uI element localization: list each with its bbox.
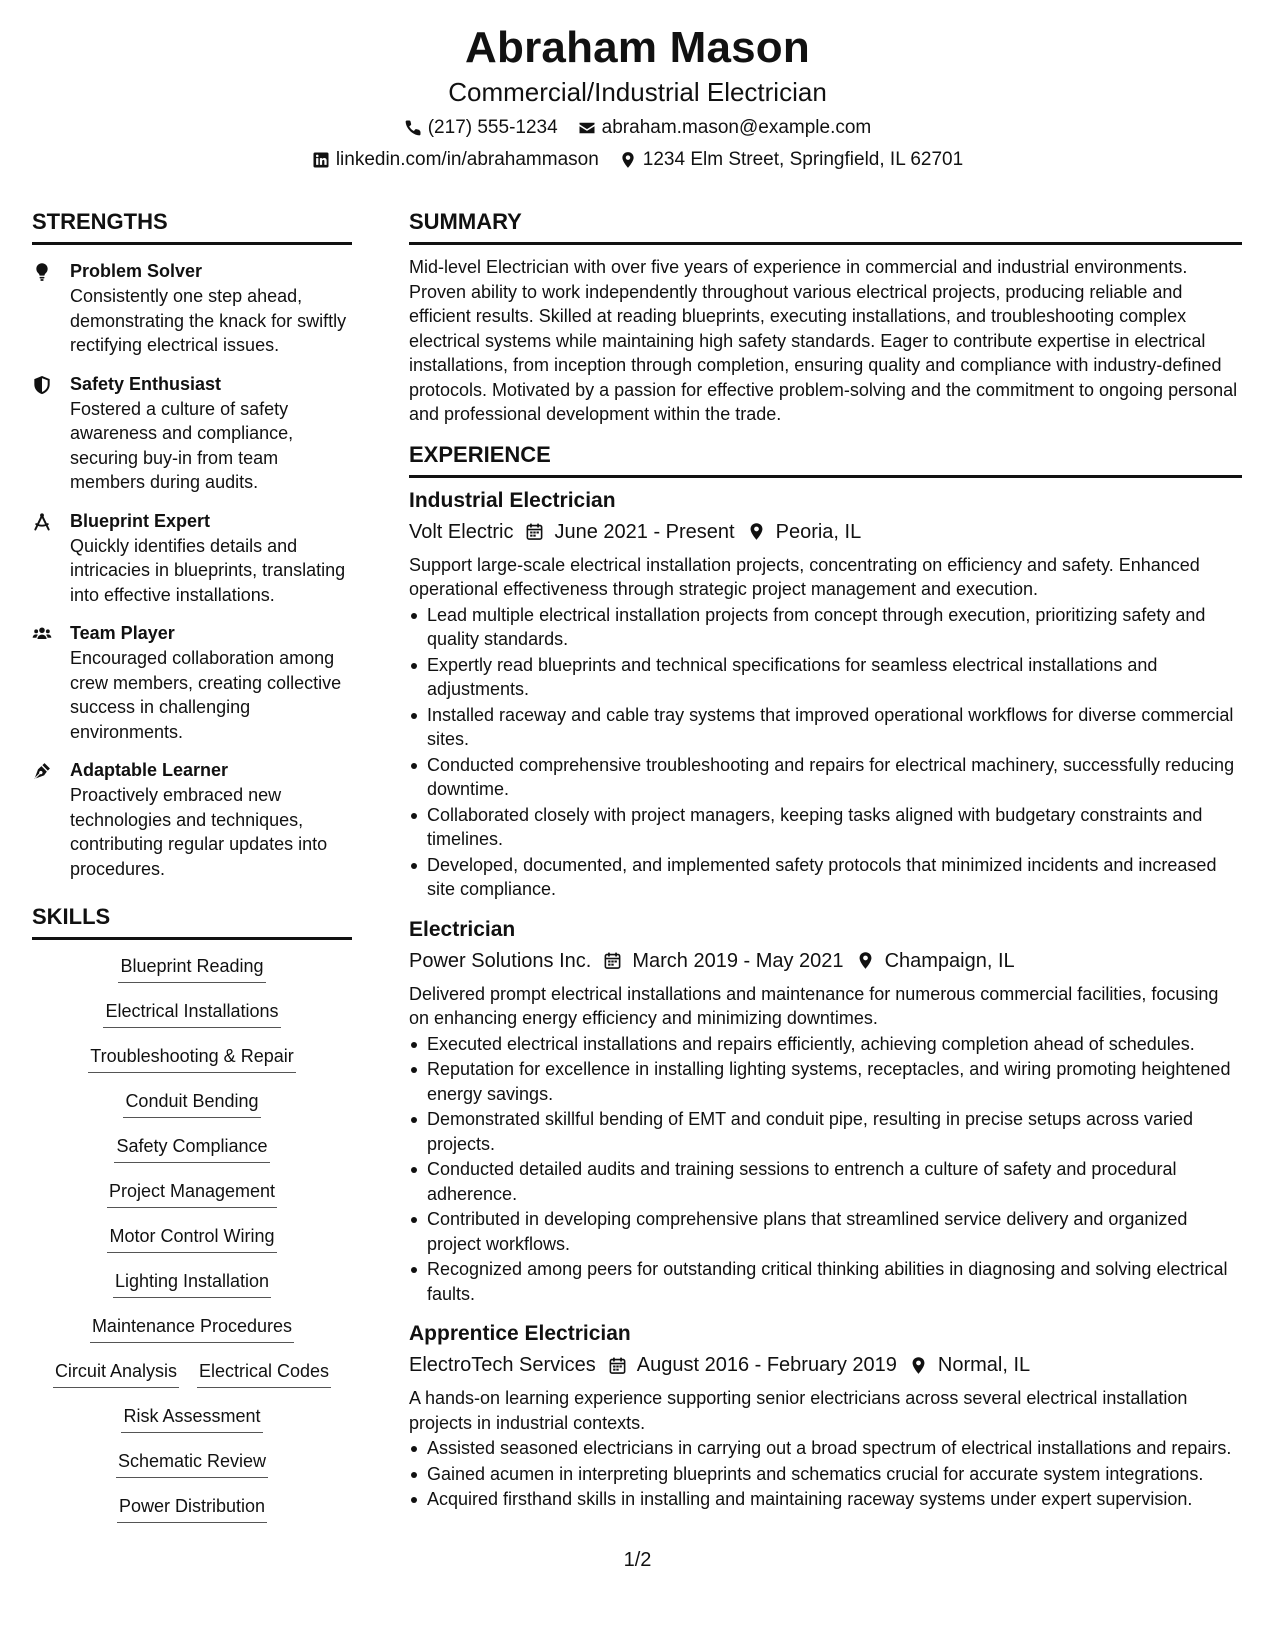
strength-name: Safety Enthusiast (70, 373, 222, 394)
summary-heading: SUMMARY (409, 208, 1242, 245)
linkedin-text: linkedin.com/in/abrahammason (335, 149, 599, 170)
right-column (409, 208, 1242, 1512)
contact-row-1 (0, 116, 1275, 140)
job-bullets (409, 1436, 1242, 1512)
address-contact (619, 148, 963, 172)
job-bullets (409, 603, 1242, 902)
resume-header (0, 22, 1275, 172)
job-dates: March 2019 - May 2021 (632, 949, 844, 972)
job-company: Volt Electric (409, 520, 514, 543)
calendar-icon (603, 951, 622, 970)
job-company: Power Solutions Inc. (409, 949, 592, 972)
left-column (32, 208, 352, 1539)
email-text: abraham.mason@example.com (601, 117, 872, 138)
job-meta (409, 1351, 1242, 1379)
bullet-item: Developed, documented, and implemented safety protocols that minimized incidents and increased site compliance. (409, 853, 1242, 902)
experience-heading: EXPERIENCE (409, 441, 1242, 478)
candidate-title: Commercial/Industrial Electrician (448, 77, 827, 107)
bullet-item: Lead multiple electrical installation projects from concept through execution, prioritizing safety and quality standards. (409, 603, 1242, 652)
skill-tag: Risk Assessment (121, 1404, 262, 1433)
strength-desc: Fostered a culture of safety awareness and compliance, securing buy-in from team members during audits. (70, 398, 294, 492)
linkedin-contact[interactable] (312, 148, 599, 172)
strength-name: Adaptable Learner (70, 760, 229, 780)
bullet-item: Assisted seasoned electricians in carrying out a broad spectrum of electrical installations and repairs. (409, 1436, 1242, 1461)
job-description: Support large-scale electrical installation projects, concentrating on efficiency and safety. Enhanced operational effectiveness through strategic project management and execution. (409, 554, 1200, 599)
bullet-item: Installed raceway and cable tray systems that improved operational workflows for diverse commercial sites. (409, 703, 1242, 752)
contact-row-2 (0, 148, 1275, 172)
skill-tag: Lighting Installation (113, 1269, 271, 1298)
map-pin-icon (856, 951, 875, 970)
map-pin-icon (747, 522, 766, 541)
strength-desc: Quickly identifies details and intricacies in blueprints, translating into effective installations. (70, 535, 346, 605)
skill-tag: Maintenance Procedures (90, 1314, 294, 1343)
phone-contact (404, 116, 558, 140)
bullet-item: Acquired firsthand skills in installing and maintaining raceway systems under expert supervision. (409, 1487, 1242, 1512)
skill-tag: Power Distribution (117, 1494, 267, 1523)
strength-name: Problem Solver (70, 261, 203, 281)
bullet-item: Executed electrical installations and repairs efficiently, achieving completion ahead of schedules. (409, 1032, 1242, 1057)
job-meta (409, 518, 1242, 546)
bullet-item: Conducted detailed audits and training sessions to entrench a culture of safety and procedural adherence. (409, 1157, 1242, 1206)
strength-name: Blueprint Expert (70, 510, 211, 531)
email-contact[interactable] (578, 116, 872, 140)
bullet-item: Contributed in developing comprehensive plans that streamlined service delivery and organized project workflows. (409, 1207, 1242, 1256)
job-location: Champaign, IL (884, 949, 1015, 972)
calendar-icon (525, 522, 544, 541)
strength-desc: Proactively embraced new technologies and techniques, contributing regular updates into procedures. (70, 785, 328, 879)
skill-tag: Blueprint Reading (118, 954, 265, 983)
pen-nib-icon (32, 761, 52, 781)
map-pin-icon (909, 1356, 928, 1375)
job-title: Industrial Electrician (409, 488, 616, 512)
phone-icon (404, 119, 422, 137)
job-dates: August 2016 - February 2019 (636, 1354, 897, 1376)
summary-text: Mid-level Electrician with over five years of experience in commercial and industrial environments. Proven ability to work independently throughout various electrical projects, producing reliable and efficient results. Skilled at reading blueprints, executing installations, and troubleshooting complex electrical systems while maintaining high safety standards. Eager to contribute expertise in electrical installations, from inception through completion, ensuring quality and compliance with industry-defined protocols. Motivated by a passion for effective problem-solving and the commitment to ongoing personal and professional development within the trade. (409, 257, 1238, 424)
shield-icon (32, 375, 52, 395)
skill-tag: Safety Compliance (114, 1134, 269, 1163)
calendar-icon (608, 1356, 627, 1375)
strength-item (32, 259, 352, 358)
strength-desc: Consistently one step ahead, demonstrating the knack for swiftly rectifying electrical issues. (70, 286, 347, 355)
job-company: ElectroTech Services (409, 1354, 596, 1376)
skill-tag: Electrical Installations (103, 999, 280, 1028)
bullet-item: Gained acumen in interpreting blueprints and schematics crucial for accurate system integrations. (409, 1462, 1242, 1487)
bullet-item: Collaborated closely with project managers, keeping tasks aligned with budgetary constraints and timelines. (409, 803, 1242, 852)
strength-name: Team Player (70, 623, 175, 643)
bullet-item: Conducted comprehensive troubleshooting and repairs for electrical machinery, successfully reducing downtime. (409, 753, 1242, 802)
lightbulb-icon (32, 262, 52, 282)
bullet-item: Recognized among peers for outstanding critical thinking abilities in diagnosing and solving electrical faults. (409, 1257, 1242, 1306)
skills-list (32, 954, 352, 1539)
job-bullets (409, 1032, 1242, 1307)
job-entry (409, 916, 1242, 1307)
page-number: 1/2 (623, 1549, 652, 1571)
phone-text: (217) 555-1234 (427, 117, 558, 138)
linkedin-icon (312, 151, 330, 169)
bullet-item: Reputation for excellence in installing lighting systems, receptacles, and wiring promoting heightened energy savings. (409, 1057, 1242, 1106)
candidate-name: Abraham Mason (465, 23, 810, 72)
job-description: Delivered prompt electrical installations and maintenance for numerous commercial facilities, focusing on enhancing energy efficiency and minimizing downtimes. (409, 983, 1219, 1028)
job-entry (409, 487, 1242, 902)
address-text: 1234 Elm Street, Springfield, IL 62701 (642, 149, 964, 170)
skill-tag: Troubleshooting & Repair (88, 1044, 295, 1073)
job-location: Normal, IL (937, 1354, 1031, 1376)
job-title: Electrician (409, 917, 516, 941)
strength-item (32, 372, 352, 495)
strength-desc: Encouraged collaboration among crew members, creating collective success in challenging environments. (70, 648, 342, 742)
compass-drafting-icon (32, 512, 52, 532)
skill-tag: Motor Control Wiring (107, 1224, 276, 1253)
skill-tag: Electrical Codes (197, 1359, 331, 1388)
skill-tag: Conduit Bending (123, 1089, 260, 1118)
skill-tag: Circuit Analysis (53, 1359, 179, 1388)
users-icon (32, 624, 52, 644)
strength-item (32, 621, 352, 744)
job-dates: June 2021 - Present (554, 520, 735, 543)
bullet-item: Demonstrated skillful bending of EMT and conduit pipe, resulting in precise setups across varied projects. (409, 1107, 1242, 1156)
skill-tag: Schematic Review (116, 1449, 268, 1478)
bullet-item: Expertly read blueprints and technical specifications for seamless electrical installations and adjustments. (409, 653, 1242, 702)
strengths-heading: STRENGTHS (32, 208, 352, 245)
strength-item (32, 758, 352, 881)
job-entry (409, 1320, 1242, 1512)
job-meta (409, 947, 1242, 975)
job-description: A hands-on learning experience supporting senior electricians across several electrical installation projects in industrial contexts. (409, 1388, 1188, 1433)
map-pin-icon (619, 151, 637, 169)
job-title: Apprentice Electrician (409, 1322, 631, 1345)
job-location: Peoria, IL (775, 520, 862, 543)
skills-heading: SKILLS (32, 903, 352, 940)
skill-tag: Project Management (107, 1179, 277, 1208)
strength-item (32, 509, 352, 608)
envelope-icon (578, 119, 596, 137)
